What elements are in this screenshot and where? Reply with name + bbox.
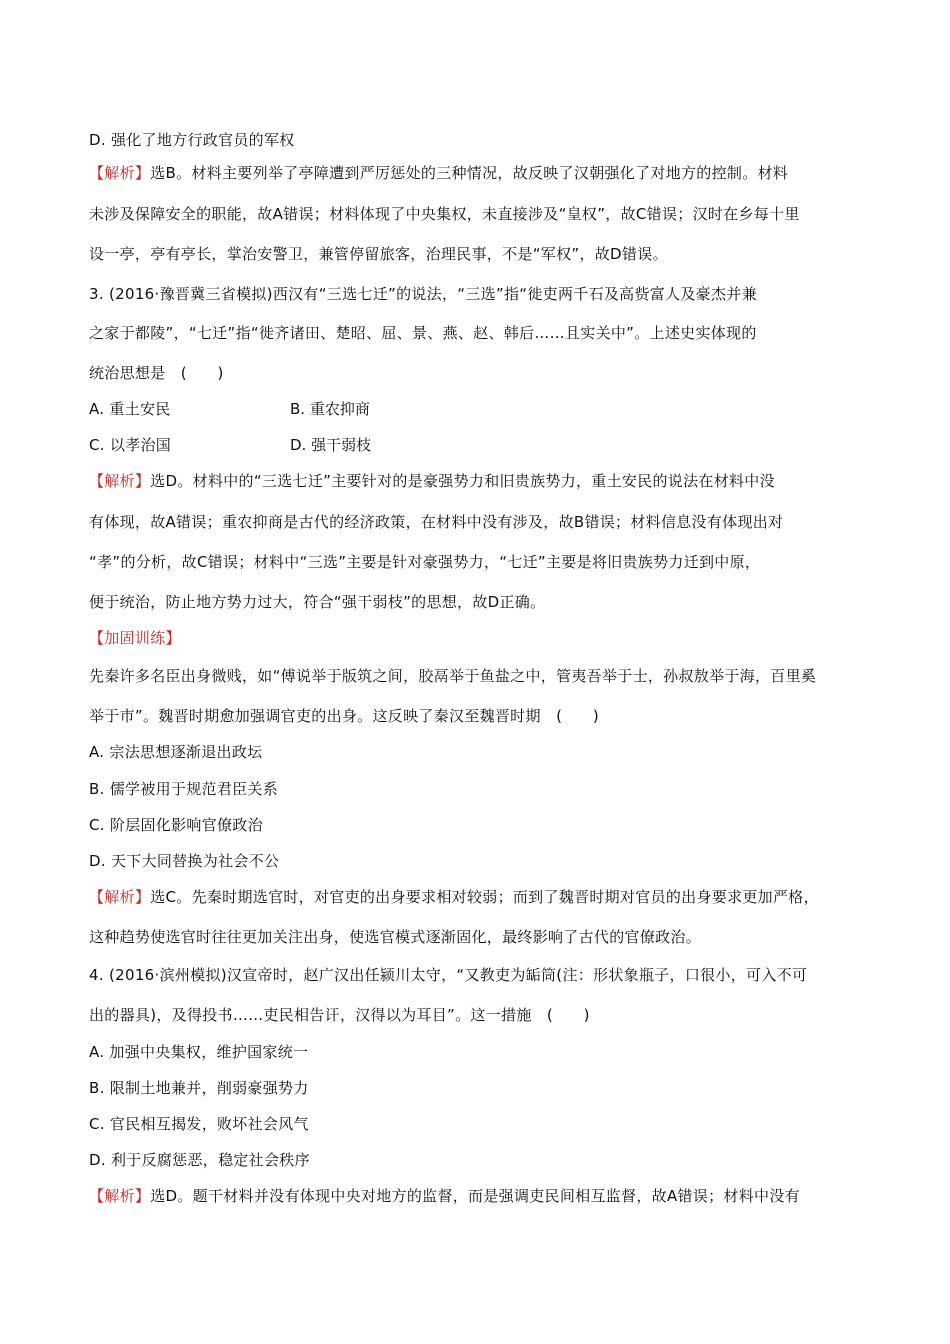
- q3-analysis-line-2: 有体现，故A错误；重农抑商是古代的经济政策，在材料中没有涉及，故B错误；材料信息没有体现出对: [89, 513, 784, 531]
- q3-stem-line-2: 之家于都陵”，“七迁”指“徙齐诸田、楚昭、屈、景、燕、赵、韩后……且实关中”。上述史实体现的: [89, 324, 757, 342]
- reinforce-analysis-line-1: 【解析】选C。先秦时期选官时，对官吏的出身要求相对较弱；而到了魏晋时期对官员的出身要求更加严格，: [89, 888, 819, 906]
- q4-option-a: A. 加强中央集权，维护国家统一: [89, 1043, 309, 1061]
- reinforce-option-a: A. 宗法思想逐渐退出政坛: [89, 743, 263, 761]
- analysis-tag: 【解析】: [89, 164, 151, 182]
- q2-option-d: D. 强化了地方行政官员的军权: [89, 131, 295, 149]
- q3-analysis-line-1: 【解析】选D。材料中的“三选七迁”主要针对的是豪强势力和旧贵族势力，重土安民的说法在材料中没: [89, 472, 775, 490]
- q4-stem-line-2: 出的器具)，及得投书……吏民相告讦，汉得以为耳目”。这一措施 ( ): [89, 1006, 590, 1024]
- q2-analysis-line-2: 未涉及保障安全的职能，故A错误；材料体现了中央集权，未直接涉及“皇权”，故C错误；汉时在乡每十里: [89, 205, 800, 223]
- q2-analysis-line-1: 【解析】选B。材料主要列举了亭障遭到严厉惩处的三种情况，故反映了汉朝强化了对地方的控制。材料: [89, 164, 789, 182]
- q4-stem-line-1: 4. (2016·滨州模拟)汉宣帝时，赵广汉出任颍川太守，“又教吏为缿筒(注：形状象瓶子，口很小，可入不可: [89, 966, 808, 984]
- q4-option-b: B. 限制土地兼并，削弱豪强势力: [89, 1079, 309, 1097]
- q3-option-a: A. 重土安民: [89, 400, 171, 418]
- q3-stem-line-3: 统治思想是 ( ): [89, 364, 224, 382]
- q3-option-b: B. 重农抑商: [290, 400, 370, 418]
- reinforce-stem-line-1: 先秦许多名臣出身微贱，如“傅说举于版筑之间，胶鬲举于鱼盐之中，管夷吾举于士，孙叔敖举于海，百里奚: [89, 667, 817, 685]
- q3-analysis-line-3: “孝”的分析，故C错误；材料中“三选”主要是针对豪强势力，“七迁”主要是将旧贵族势力迁到中原，: [89, 553, 761, 571]
- analysis-tag: 【解析】: [89, 1187, 151, 1205]
- reinforce-stem-line-2: 举于市”。魏晋时期愈加强调官吏的出身。这反映了秦汉至魏晋时期 ( ): [89, 707, 599, 725]
- q2-analysis-line-3: 设一亭，亭有亭长，掌治安警卫，兼管停留旅客，治理民事，不是“军权”，故D错误。: [89, 245, 668, 263]
- reinforce-heading: 【加固训练】: [89, 629, 181, 647]
- q4-option-c: C. 官民相互揭发，败坏社会风气: [89, 1115, 309, 1133]
- analysis-tag: 【解析】: [89, 888, 151, 906]
- q3-stem-line-1: 3. (2016·豫晋冀三省模拟)西汉有“三选七迁”的说法，“三选”指“徙吏两千石及高赀富人及豪杰并兼: [89, 285, 757, 303]
- q3-option-d: D. 强干弱枝: [290, 436, 372, 454]
- q3-analysis-line-4: 便于统治，防止地方势力过大，符合“强干弱枝”的思想，故D正确。: [89, 593, 546, 611]
- analysis-tag: 【解析】: [89, 472, 151, 490]
- reinforce-option-b: B. 儒学被用于规范君臣关系: [89, 780, 279, 798]
- reinforce-analysis-line-2: 这种趋势使选官时往往更加关注出身，使选官模式逐渐固化，最终影响了古代的官僚政治。: [89, 928, 702, 946]
- reinforce-option-c: C. 阶层固化影响官僚政治: [89, 816, 263, 834]
- reinforce-option-d: D. 天下大同替换为社会不公: [89, 852, 280, 870]
- q3-option-c: C. 以孝治国: [89, 436, 172, 454]
- q4-option-d: D. 利于反腐惩恶，稳定社会秩序: [89, 1151, 310, 1169]
- q4-analysis-line-1: 【解析】选D。题干材料并没有体现中央对地方的监督，而是强调吏民间相互监督，故A错误；材料中没有: [89, 1187, 800, 1205]
